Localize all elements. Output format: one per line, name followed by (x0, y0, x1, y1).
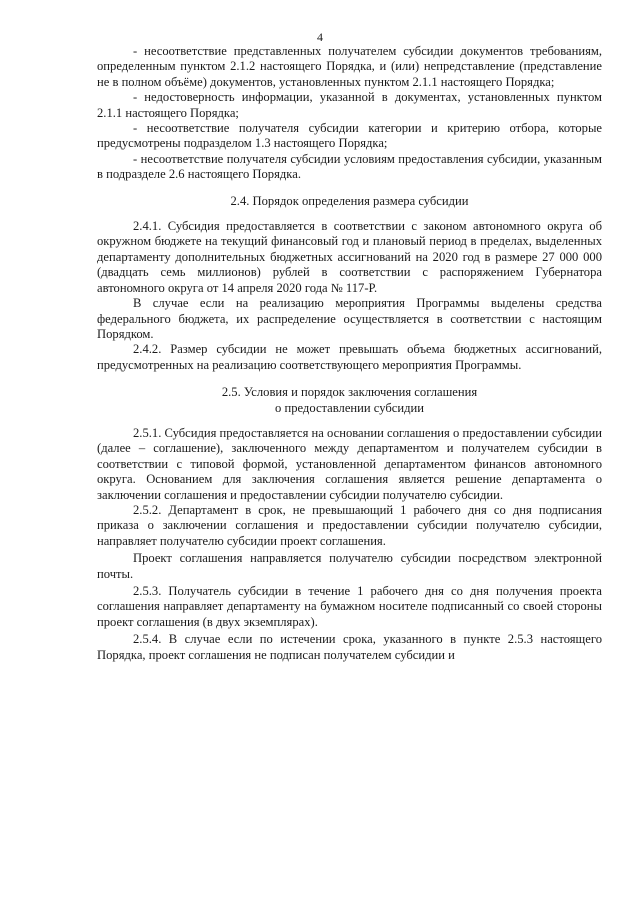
paragraph-2-5-2: 2.5.2. Департамент в срок, не превышающий 1 рабочего дня со дня подписания приказа о заключении соглашения и предоставлении субсидии получателю субсидии, направляет получателю субсидии проект соглашения. (97, 502, 602, 548)
section-heading-2-4: 2.4. Порядок определения размера субсидии (230, 193, 469, 208)
paragraph-1: - несоответствие представленных получателем субсидии документов требованиям, определенным пунктом 2.1.2 настоящего Порядка, и (или) непредставление (представление не в полном объёме) документов, установленных пунктом 2.1.1 настоящего Порядка; (97, 44, 602, 89)
section-heading-2-5-line-2: о предоставлении субсидии (275, 400, 424, 415)
paragraph-2-5-4: 2.5.4. В случае если по истечении срока, указанного в пункте 2.5.3 настоящего Порядка, проект соглашения не подписан получателем субсидии и (97, 632, 602, 662)
paragraph-2-4-2: 2.4.2. Размер субсидии не может превышать объема бюджетных ассигнований, предусмотренных на реализацию соответствующего мероприятия Программы. (97, 342, 602, 372)
paragraph-2-4-1: 2.4.1. Субсидия предоставляется в соответствии с законом автономного округа об окружном бюджете на текущий финансовый год и плановый период в пределах, выделенных департаменту дополнительных бюджетных ассигнований на 2020 год в размере 27 000 000 (двадцать семь миллионов) рублей в соответствии с распоряжением Губернатора автономного округа от 14 апреля 2020 года № 117-Р. (97, 219, 602, 295)
paragraph-2-5-1: 2.5.1. Субсидия предоставляется на основании соглашения о предоставлении субсидии (далее – соглашение), заключенного между департаментом и получателем субсидии в соответствии с типовой формой, установленной департаментом финансов автономного округа. Основанием для заключения соглашения является решение департамента о заключении соглашения и предоставлении субсидии получателю субсидии. (97, 425, 602, 502)
paragraph-2-5-3: 2.5.3. Получатель субсидии в течение 1 рабочего дня со дня получения проекта соглашения направляет департаменту на бумажном носителе подписанный со своей стороны проект соглашения (в двух экземплярах). (97, 584, 602, 629)
document-body (97, 44, 602, 663)
paragraph-3: - несоответствие получателя субсидии категории и критерию отбора, которые предусмотрены подразделом 1.3 настоящего Порядка; (97, 121, 602, 151)
section-heading-2-5-line-1: 2.5. Условия и порядок заключения соглашения (221, 385, 478, 400)
paragraph-email: Проект соглашения направляется получателю субсидии посредством электронной почты. (97, 551, 602, 581)
paragraph-federal-budget: В случае если на реализацию мероприятия Программы выделены средства федерального бюджета, их распределение осуществляется в соответствии с настоящим Порядком. (97, 296, 602, 341)
paragraph-4: - несоответствие получателя субсидии условиям предоставления субсидии, указанным в подразделе 2.6 настоящего Порядка. (97, 151, 602, 182)
paragraph-2: - недостоверность информации, указанной в документах, установленных пунктом 2.1.1 настоящего Порядка; (97, 90, 602, 120)
page-number: 4 (317, 30, 323, 44)
